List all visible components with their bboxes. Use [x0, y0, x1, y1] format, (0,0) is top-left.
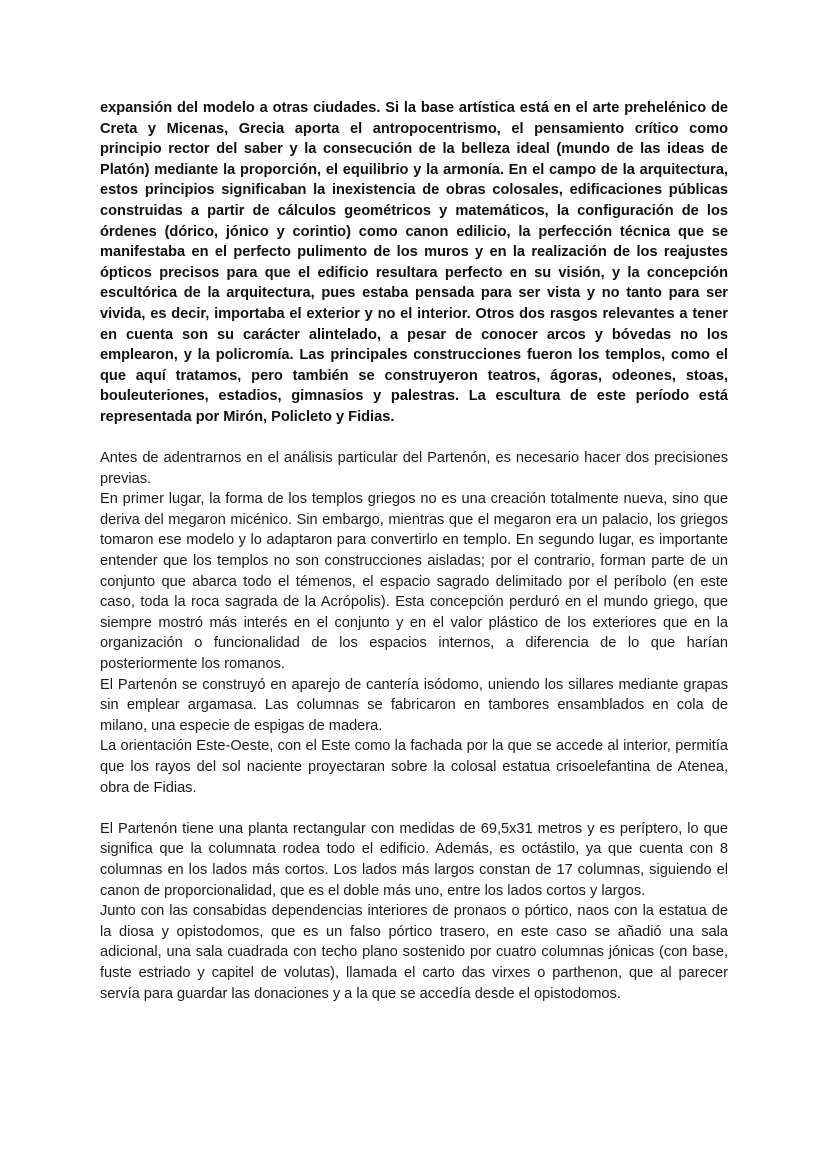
- paragraph-preliminary-note: Antes de adentrarnos en el análisis particular del Partenón, es necesario hacer dos precisiones previas.: [100, 450, 728, 487]
- paragraph-floor-plan: El Partenón tiene una planta rectangular con medidas de 69,5x31 metros y es períptero, lo que significa que la columnata rodea todo el edificio. Además, es octástilo, ya que cuenta con 8 columnas en los lados más cortos. Los lados más largos constan de 17 columnas, siguiendo el canon de proporcionalidad, que es el doble más uno, entre los lados cortos y largos.: [100, 820, 728, 899]
- paragraph-interior-rooms: Junto con las consabidas dependencias interiores de pronaos o pórtico, naos con la estatua de la diosa y opistodomos, que es un falso pórtico trasero, en este caso se añadió una sala adicional, una sala cuadrada con techo plano sostenido por cuatro columnas jónicas (con base, fuste estriado y capitel de volutas), llamada el carto das virxes o parthenon, que al parecer servía para guardar las donaciones y a la que se accedía desde el opistodomos.: [100, 903, 728, 1002]
- paragraph-greek-art-overview: expansión del modelo a otras ciudades. Si la base artística está en el arte prehelénico de Creta y Micenas, Grecia aporta el antropocentrismo, el pensamiento crítico como principio rector del saber y la consecución de la belleza ideal (mundo de las ideas de Platón) mediante la proporción, el equilibrio y la armonía. En el campo de la arquitectura, estos principios significaban la inexistencia de obras colosales, edificaciones públicas construidas a partir de cálculos geométricos y matemáticos, la configuración de los órdenes (dórico, jónico y corintio) como canon edilicio, la perfección técnica que se manifestaba en el perfecto pulimento de los muros y en la realización de los reajustes ópticos precisos para que el edificio resultara perfecto en su visión, y la concepción escultórica de la arquitectura, pues estaba pensada para ser vista y no tanto para ser vivida, es decir, importaba el exterior y no el interior. Otros dos rasgos relevantes a tener en cuenta son su carácter alintelado, a pesar de conocer arcos y bóvedas no los emplearon, y la policromía. Las principales construcciones fueron los templos, como el que aquí tratamos, pero también se construyeron teatros, ágoras, odeones, stoas, bouleuteriones, estadios, gimnasios y palestras. La escultura de este período está representada por Mirón, Policleto y Fidias.: [100, 100, 728, 425]
- paragraph-orientation: La orientación Este-Oeste, con el Este como la fachada por la que se accede al interior, permitía que los rayos del sol naciente proyectaran sobre la colosal estatua crisoelefantina de Atenea, obra de Fidias.: [100, 738, 728, 796]
- paragraph-construction-technique: El Partenón se construyó en aparejo de cantería isódomo, uniendo los sillares mediante grapas sin emplear argamasa. Las columnas se fabricaron en tambores ensamblados en cola de milano, una especie de espigas de madera.: [100, 676, 728, 734]
- document-body: [100, 98, 728, 1004]
- paragraph-megaron-origin: En primer lugar, la forma de los templos griegos no es una creación totalmente nueva, sino que deriva del megaron micénico. Sin embargo, mientras que el megaron era un palacio, los griegos tomaron ese modelo y lo adaptaron para convertirlo en templo. En segundo lugar, es importante entender que los templos no son construcciones aisladas; por el contrario, forman parte de un conjunto que abarca todo el témenos, el espacio sagrado delimitado por el períbolo (en este caso, toda la roca sagrada de la Acrópolis). Esta concepción perduró en el mundo griego, que siempre mostró más interés en el conjunto y en el valor plástico de los exteriores que en la organización o funcionalidad de los espacios internos, a diferencia de lo que harían posteriormente los romanos.: [100, 491, 728, 673]
